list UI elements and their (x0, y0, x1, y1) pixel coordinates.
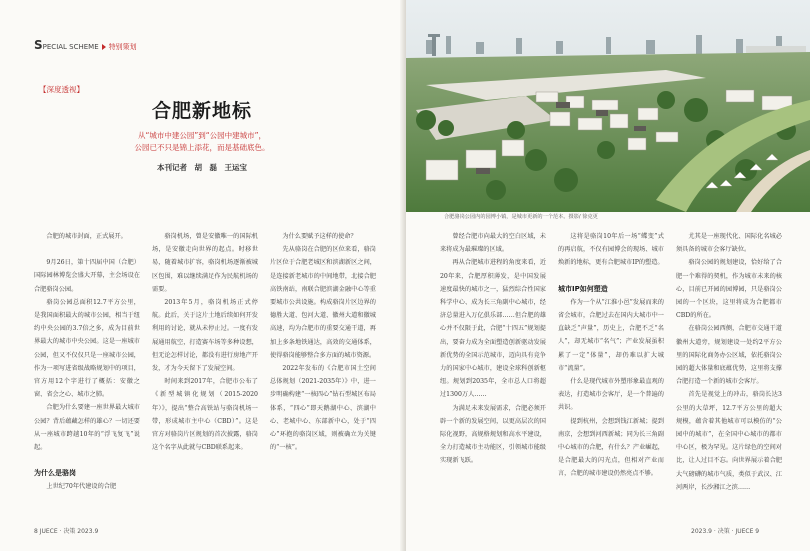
column-tag: 【深度透视】 (39, 85, 84, 94)
body-paragraph: 骆岗公园总面积12.7平方公里，是我国面积最大的城市公园，相当于纽约中央公园的3.7倍之多，成为目前世界最大的城市中央公园。这是一座城市公园，但又不仅仅只是一座城市公园，作为一项写进省级战略规划中的项目，官方用12个字进行了概括：安徽之窗、省会之心、城市之肺。 (34, 298, 140, 399)
section-heading: 为什么是骆岗 (34, 469, 76, 478)
byline: 本刊记者 胡 磊 王运宝 (157, 163, 247, 172)
header-section: 特别策划 (108, 43, 137, 51)
body-paragraph: 这将是骆岗10年后一场“蝶变”式的再启航，不仅有园博会的现场、城市焕新的地标，更有合肥城市IP的塑造。 (558, 233, 664, 267)
body-paragraph: 2022年发布的《合肥市国土空间总体规划（2021-2035年）》中，进一步明确构建“一核四心”钻石型城区布局体系，“四心”即天鹅湖中心、滨湖中心、老城中心、东部新中心，处于“四心”环抱的骆岗区域，则被确立为关键的“一核”。 (270, 365, 376, 452)
body-paragraph: 9月26日，第十四届中国（合肥）国际园林博览会盛大开幕，主会场设在合肥骆岗公园。 (34, 259, 140, 293)
header-initial: S (34, 38, 43, 52)
right-page (406, 0, 810, 551)
body-paragraph: 首先是视觉上的冲击，骆岗长达3公里的大草坪，12.7平方公里的超大规模，蕴含着其他城市可以模仿的“公园中的城市”，在全国中心城市的都市中心区，极为罕见。这片绿色的空间对比，让人过目不忘。向世界展示着合肥大气磅礴的城市气质，类似于武汉、江河两岸，长沙湘江之滨…… (676, 391, 782, 491)
body-paragraph: 骆岗公园的规划建设，恰好给了合肥一个难得的契机，作为城市未来的核心，目前已开园的园博园，只是骆岗公园的一个区块，这里将成为合肥都市CBD的所在。 (676, 259, 782, 320)
body-paragraph: 再从合肥城市进程的角度来看，近20年来，合肥厚积薄发，是中国发展速度最快的城市之一，猛烈综合性国家科学中心、成为长三角副中心城市，经济总量进入万亿俱乐部……但合肥的雄心并不仅限于此，合肥“十四五”规划提出，要奋力成为全面塑造创新驱动发展新优势的全国示范城市，迈向具有竞争力的国家中心城市，建设全球科创新枢纽。规划到2035年，全市总人口将超过1300万人…… (440, 259, 546, 399)
body-paragraph: 合肥的城市封面，正式展开。 (46, 233, 127, 240)
body-paragraph: 骆岗机场，曾是安徽唯一的国际机场，是安徽走向世界的起点。时移世易，随着城市扩容，骆岗机场逐渐被城区包围，难以继续满足作为民航机场的需要。 (152, 233, 258, 293)
body-paragraph: 为满足未来发展需求，合肥必须开辟一个新的发展空间，以更高层次的国际化视野，高规格规划和高水平建设，全力打造城市主功能区，引领城市能级实现新飞跃。 (440, 404, 546, 465)
text-column-2 (558, 230, 664, 481)
aerial-park-photo (406, 0, 810, 212)
photo-caption: 合肥骆岗公园内的园博小镇，是城市更新的一个范本。摄影/ 徐克更 (444, 214, 598, 220)
body-paragraph: 什么是现代城市外塑形象最直观的表达，打造城市会客厅，是一个普遍的共识。 (558, 378, 664, 412)
paragraph-spacer (34, 454, 140, 467)
section-header (34, 38, 137, 52)
body-paragraph: 2013年5月，骆岗机场正式停航。此后，关于这片土地后续如何开发利用的讨论，就从未停止过。一度有发展通用航空，打造赛车场等多种设想，但无论怎样讨论，都没有进行房地产开发，才为今天留下了发展空间。 (152, 299, 258, 373)
body-paragraph: 时间来到2017年，合肥市公布了《新型城镇化规划（2015-2020年）》，提出“整合高铁站与骆岗机场一带，形成城市主中心（CBD）”。这是官方对骆岗片区规划的首次披露，骆岗这个名字从此就与CBD联系起来。 (152, 378, 258, 452)
article-subtitle (0, 130, 404, 154)
subtitle-line-2: 公园已不只是锦上添花，而是基础底色。 (134, 143, 270, 152)
paragraph-spacer (34, 243, 140, 256)
text-column-3 (270, 230, 376, 454)
page-footer-right: 2023.9 · 决策 · JUECE 9 (691, 528, 760, 535)
article-title: 合肥新地标 (151, 100, 252, 122)
subtitle-line-1: 从“城市中建公园”到“公园中建城市”， (137, 131, 267, 140)
header-label: PECIAL SCHEME (42, 43, 99, 51)
body-paragraph: 提到杭州，会想到钱江新城；提到南京，会想到河西新城；同为长三角副中心城市的合肥，有什么？产业崛起，是合肥最大的闪光点，但相对产业而言，合肥的城市建设仍然亮点不够。 (558, 417, 664, 478)
section-heading: 城市IP如何塑造 (558, 284, 608, 293)
body-paragraph: 作为一个从“江淮小邑”发展而来的省会城市，合肥过去在国内大城市中一直缺乏“声量”，历史上，合肥不乏“名人”，却无城市“名气”；产业发展虽积累了一定“体量”，却仍难以扩大城市“流量”。 (558, 298, 664, 372)
paragraph-spacer (558, 270, 664, 283)
page-footer-left: 8 JUECE · 决策 2023.9 (34, 528, 99, 535)
text-column-1 (440, 230, 546, 468)
play-arrow-icon (102, 44, 106, 50)
body-paragraph: 上世纪70年代建设的合肥 (46, 483, 117, 491)
body-paragraph: 为什么要赋予这样的使命？ (282, 233, 357, 240)
left-page (0, 0, 404, 551)
body-paragraph: 合肥为什么要建一座世界最大城市公园？背后蕴藏怎样的雄心？一切还要从一座城市跨越10年的“浮飞复飞”说起。 (34, 404, 140, 452)
text-column-1 (34, 230, 140, 494)
body-paragraph: 先从骆岗在合肥的区位来看，骆岗片区位于合肥老城区和滨湖新区之间，是连接新老城市的中间地带，北接合肥高铁南站，南联合肥滨湖金融中心等重要城市公共设施。构成骆岗片区边界的德胜大道、包河大道、徽州大道和徽城高速，均为合肥市的重要交通干道，再加上多条地铁通达，高效的交通体系，使得骆岗能够整合多方面的城市资源。 (270, 246, 376, 359)
body-paragraph: 尤其是一座现代化、国际化名城必须具备的城市会客厅缺位。 (676, 233, 782, 254)
text-column-2 (152, 230, 258, 454)
body-paragraph: 在骆岗公园西侧，合肥市交通干道徽州大道旁，规划建设一处约2平方公里的国际化商务办公区域，依托骆岗公园的超大体量和底蕴优势，这里将支撑合肥打造一个新的城市会客厅。 (676, 325, 782, 386)
text-column-3 (676, 230, 782, 494)
body-paragraph: 曾经合肥市向最大的空白区域，未来将成为最璀璨的区域。 (440, 233, 546, 254)
